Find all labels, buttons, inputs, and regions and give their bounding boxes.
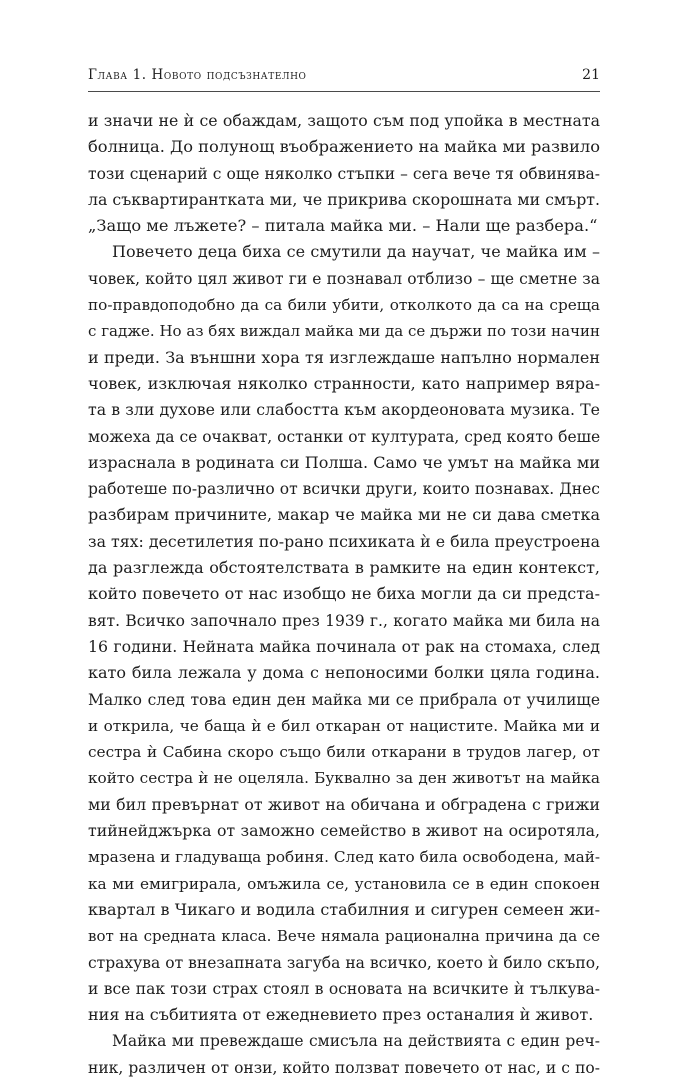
text-line: човек, който цял живот ги е познавал отблизо – ще сметне за [88,269,600,288]
page-number: 21 [582,67,600,83]
text-line: та в зли духове или слабостта към акордеоновата музика. Те [88,400,600,420]
text-line: Повечето деца биха се смутили да научат, че майка им – [112,242,600,262]
text-line: 16 години. Нейната майка починала от рак на стомаха, след [88,636,600,656]
text-line: ка ми емигрирала, омъжила се, установила се в един спокоен [88,874,600,893]
text-line: и преди. За външни хора тя изглеждаше напълно нормален [88,347,600,367]
text-line: ник, различен от онзи, който ползват повечето от нас, и с по- [88,1058,600,1077]
text-line: болница. До полунощ въображението на майка ми развило [88,137,600,157]
text-line: и все пак този страх стоял в основата на всичките ѝ тълкува- [88,979,600,998]
header-rule [88,91,600,92]
text-line: работеше по-различно от всички други, които познавах. Днес [88,480,600,499]
text-line: израснала в родината си Полша. Само че умът на майка ми [88,452,600,472]
text-line: „Защо ме лъжете? – питала майка ми. – Нали ще разбера.“ [88,216,598,236]
text-line: по-правдоподобно да са били убити, отколкото да са на среща [88,296,600,315]
text-line: ми бил превърнат от живот на обичана и обградена с грижи [88,794,600,814]
text-line: и открила, че баща ѝ е бил откаран от нацистите. Майка ми и [88,716,600,735]
text-line: Малко след това един ден майка ми се прибрала от училище [88,690,600,709]
chapter-title: Глава 1. Новото подсъзнателно [88,67,307,83]
text-line: като била лежала у дома с непоносими болки цяла година. [88,663,600,683]
text-line: тийнейджърка от заможно семейство в живот на осиротяла, [88,821,600,841]
text-line: да разглежда обстоятелствата в рамките на един контекст, [88,558,600,578]
text-line: и значи не ѝ се обаждам, защото съм под упойка в местната [88,111,600,130]
text-line: сестра ѝ Сабина скоро също били откарани в трудов лагер, от [88,743,600,762]
running-head [88,67,600,89]
text-line: този сценарий с още няколко стъпки – сега вече тя обвинява- [88,164,600,183]
text-line: квартал в Чикаго и водила стабилния и сигурен семеен жи- [88,899,600,919]
text-line: с гадже. Но аз бях виждал майка ми да се държи по този начин [88,322,600,341]
text-line: който сестра ѝ не оцеляла. Буквално за ден животът на майка [88,769,600,788]
text-line: Майка ми превеждаше смисъла на действията с един реч- [112,1032,600,1051]
body-text [88,108,600,1081]
text-line: човек, изключая няколко странности, като например вяра- [88,373,600,393]
text-line: вот на средната класа. Вече нямала рационална причина да се [88,927,600,946]
text-line: можеха да се очакват, останки от културата, сред която беше [88,427,600,446]
text-line: който повечето от нас изобщо не биха могли да си предста- [88,584,600,604]
text-line: за тях: десетилетия по-рано психиката ѝ е била преустроена [88,531,600,551]
text-line: ла съквартирантката ми, че прикрива скорошната ми смърт. [88,189,600,209]
text-line: ния на събитията от ежедневието през останалия ѝ живот. [88,1005,594,1025]
text-line: страхува от внезапната загуба на всичко, което ѝ било скъпо, [88,953,600,972]
text-line: вят. Всичко започнало през 1939 г., когато майка ми била на [88,611,600,630]
text-line: разбирам причините, макар че майка ми не си дава сметка [88,505,600,525]
text-line: мразена и гладуваща робиня. След като била освободена, май- [88,848,600,867]
